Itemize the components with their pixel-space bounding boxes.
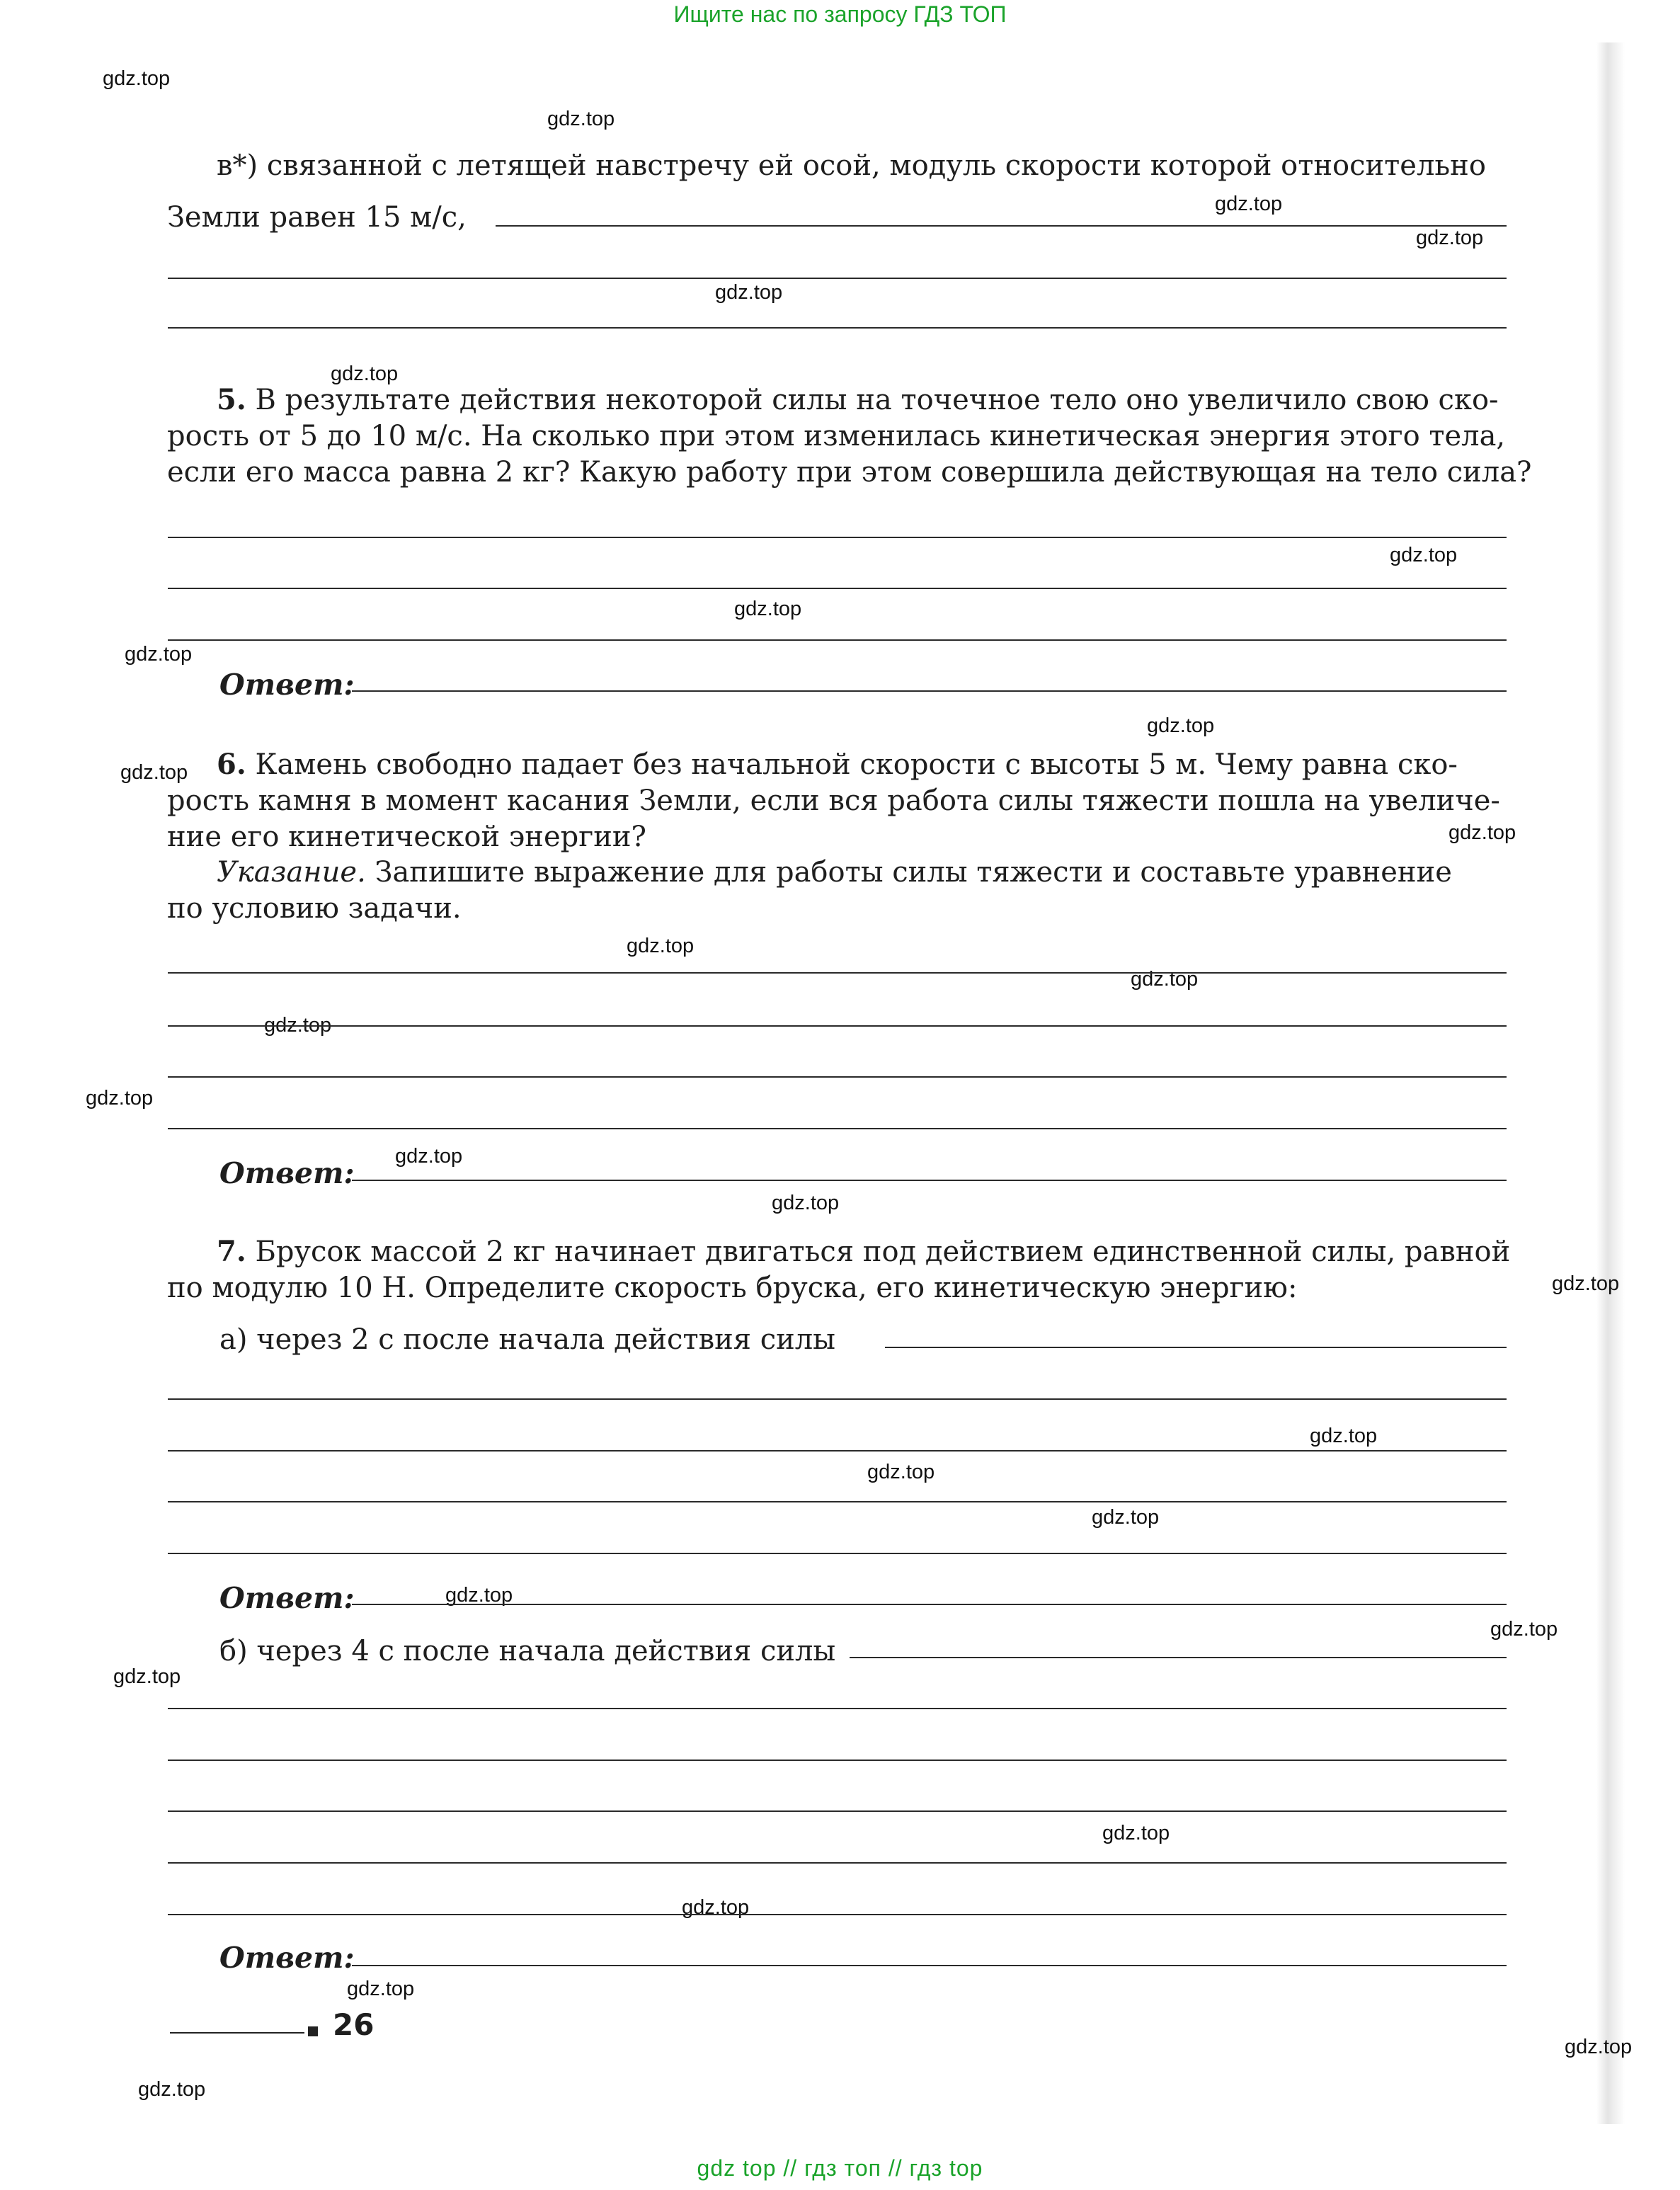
page-number: 26 bbox=[333, 2007, 375, 2042]
answer-line[interactable] bbox=[168, 1708, 1507, 1709]
task7-number: 7. bbox=[217, 1235, 246, 1268]
task5-line3: если его масса равна 2 кг? Какую работу при этом совершила действующая на тело сила? bbox=[167, 456, 1532, 489]
watermark: gdz.top bbox=[1390, 544, 1458, 566]
answer-line[interactable] bbox=[168, 1398, 1507, 1400]
watermark: gdz.top bbox=[103, 67, 171, 90]
watermark: gdz.top bbox=[347, 1978, 415, 2000]
answer-line[interactable] bbox=[352, 690, 1507, 692]
page-number-rule bbox=[170, 2032, 304, 2034]
page-edge-shadow bbox=[1596, 42, 1625, 2124]
answer-line[interactable] bbox=[850, 1657, 1507, 1658]
watermark: gdz.top bbox=[331, 363, 399, 385]
answer-line[interactable] bbox=[352, 1180, 1507, 1181]
watermark: gdz.top bbox=[445, 1584, 513, 1607]
task5-text: В результате действия некоторой силы на точечное тело оно увеличило свою ско- bbox=[255, 384, 1499, 416]
task6-number: 6. bbox=[217, 748, 246, 781]
answer-line[interactable] bbox=[168, 1553, 1507, 1554]
task5-line2: рость от 5 до 10 м/с. На сколько при этом изменилась кинетическая энергия этого тела, bbox=[167, 420, 1506, 452]
task6-line3: ние его кинетической энергии? bbox=[167, 821, 646, 853]
answer-line[interactable] bbox=[168, 972, 1507, 974]
task5-number: 5. bbox=[217, 383, 246, 416]
answer-line[interactable] bbox=[168, 1810, 1507, 1812]
watermark: gdz.top bbox=[113, 1665, 181, 1688]
task4v-line2: Земли равен 15 м/с, bbox=[167, 201, 467, 234]
answer-line[interactable] bbox=[168, 1025, 1507, 1027]
answer-line[interactable] bbox=[168, 1760, 1507, 1761]
watermark: gdz.top bbox=[1215, 193, 1283, 215]
watermark: gdz.top bbox=[627, 935, 695, 957]
answer-line[interactable] bbox=[168, 1076, 1507, 1078]
watermark: gdz.top bbox=[125, 643, 193, 666]
watermark: gdz.top bbox=[120, 761, 188, 784]
page-number-marker bbox=[308, 2026, 318, 2036]
answer-label: Ответ: bbox=[219, 668, 355, 702]
answer-label: Ответ: bbox=[219, 1941, 355, 1975]
task4v-line1: в*) связанной с летящей навстречу ей осой, модуль скорости которой относительно bbox=[217, 149, 1486, 182]
watermark: gdz.top bbox=[1092, 1506, 1160, 1529]
watermark: gdz.top bbox=[264, 1014, 332, 1037]
watermark: gdz.top bbox=[682, 1896, 750, 1919]
watermark: gdz.top bbox=[1310, 1425, 1378, 1447]
watermark: gdz.top bbox=[1416, 227, 1484, 249]
task7-line2: по модулю 10 Н. Определите скорость бруска, его кинетическую энергию: bbox=[167, 1272, 1298, 1304]
answer-line[interactable] bbox=[168, 1501, 1507, 1502]
answer-label: Ответ: bbox=[219, 1156, 355, 1190]
task6-line2: рость камня в момент касания Земли, если вся работа силы тяжести пошла на увеличе- bbox=[167, 785, 1500, 817]
watermark: gdz.top bbox=[1102, 1822, 1170, 1844]
answer-line[interactable] bbox=[168, 1862, 1507, 1864]
task7-part-b: б) через 4 с после начала действия силы bbox=[219, 1635, 836, 1667]
task6-hint-line2: по условию задачи. bbox=[167, 892, 462, 925]
watermark: gdz.top bbox=[1448, 821, 1516, 844]
watermark: gdz.top bbox=[715, 281, 783, 304]
answer-line[interactable] bbox=[168, 639, 1507, 641]
bottom-banner[interactable]: gdz top // гдз топ // гдз top bbox=[697, 2155, 983, 2181]
watermark: gdz.top bbox=[772, 1192, 840, 1214]
answer-line[interactable] bbox=[885, 1347, 1507, 1348]
answer-line[interactable] bbox=[168, 1450, 1507, 1452]
watermark: gdz.top bbox=[867, 1461, 935, 1483]
task7-part-a: а) через 2 с после начала действия силы bbox=[219, 1323, 836, 1356]
watermark: gdz.top bbox=[1552, 1272, 1620, 1295]
answer-line[interactable] bbox=[168, 327, 1507, 329]
watermark: gdz.top bbox=[138, 2078, 206, 2101]
task6-text: Камень свободно падает без начальной скорости с высоты 5 м. Чему равна ско- bbox=[255, 748, 1458, 781]
hint-label: Указание. bbox=[217, 856, 366, 889]
hint-text: Запишите выражение для работы силы тяжести и составьте уравнение bbox=[375, 856, 1452, 889]
watermark: gdz.top bbox=[1131, 968, 1199, 991]
watermark: gdz.top bbox=[1490, 1618, 1558, 1641]
watermark: gdz.top bbox=[1147, 714, 1215, 737]
answer-line[interactable] bbox=[168, 278, 1507, 279]
answer-line[interactable] bbox=[168, 1914, 1507, 1915]
answer-line[interactable] bbox=[168, 537, 1507, 538]
watermark: gdz.top bbox=[395, 1145, 463, 1168]
task7-text: Брусок массой 2 кг начинает двигаться под действием единственной силы, равной bbox=[255, 1236, 1511, 1268]
answer-line[interactable] bbox=[496, 225, 1507, 227]
answer-label: Ответ: bbox=[219, 1581, 355, 1615]
watermark: gdz.top bbox=[86, 1087, 154, 1110]
watermark: gdz.top bbox=[1565, 2036, 1633, 2058]
answer-line[interactable] bbox=[352, 1965, 1507, 1966]
top-banner[interactable]: Ищите нас по запросу ГДЗ ТОП bbox=[673, 1, 1007, 27]
answer-line[interactable] bbox=[168, 588, 1507, 589]
watermark: gdz.top bbox=[547, 108, 615, 130]
answer-line[interactable] bbox=[168, 1128, 1507, 1129]
watermark: gdz.top bbox=[734, 598, 802, 620]
answer-line[interactable] bbox=[352, 1604, 1507, 1605]
